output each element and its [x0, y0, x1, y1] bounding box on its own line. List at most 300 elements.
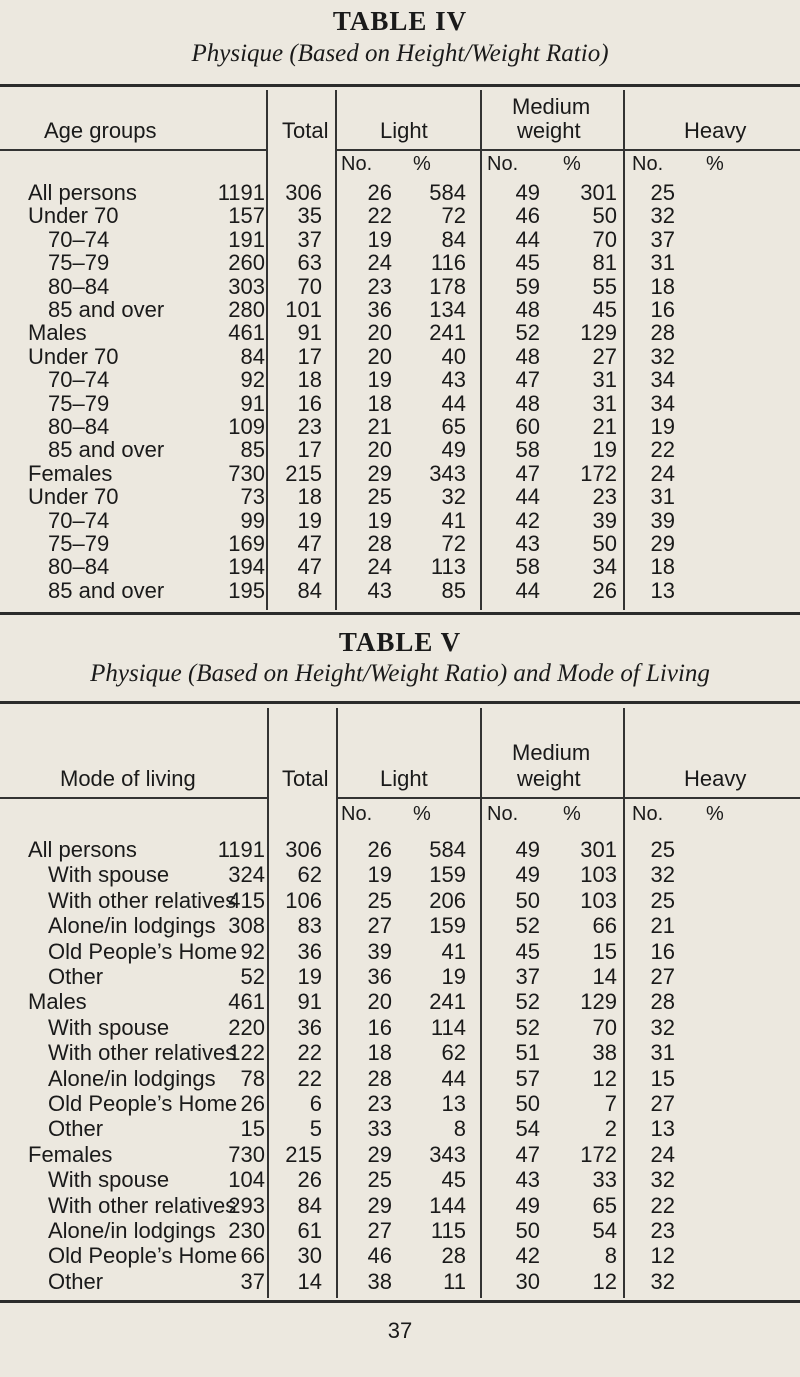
table-cell: 50 [592, 203, 617, 229]
table4-sub-pct: % [563, 153, 581, 175]
table-cell: 38 [592, 1040, 617, 1066]
table5-header-medium: Medium [512, 740, 591, 765]
row-label: All persons [28, 180, 137, 205]
table-cell: 303 [228, 273, 265, 299]
table-cell: 42 [515, 507, 540, 533]
table-cell: 129 [580, 320, 617, 346]
table-cell: 220 [228, 1014, 265, 1040]
row-label: 80–84 [48, 554, 110, 580]
table5-sub-no: No. [487, 803, 519, 825]
table-cell: 31 [650, 1040, 675, 1066]
row-label: 70–74 [48, 226, 110, 252]
row-label: With other relatives [48, 887, 237, 913]
table-cell: 159 [429, 913, 466, 939]
table-cell: 28 [441, 1243, 466, 1269]
table5-top-rule [0, 701, 800, 704]
table-cell: 29 [367, 1192, 392, 1218]
table-row [0, 578, 800, 606]
table-cell: 15 [240, 1116, 265, 1142]
table-cell: 25 [650, 180, 675, 205]
table-cell: 17 [297, 437, 322, 463]
table5-header-group: Mode of living [60, 766, 196, 791]
row-label: All persons [28, 837, 137, 862]
table-row [0, 1040, 800, 1068]
table-cell: 91 [240, 390, 265, 416]
row-label: Other [48, 964, 104, 989]
table-cell: 104 [228, 1167, 265, 1193]
table-row [0, 964, 800, 992]
table-cell: 19 [441, 964, 466, 989]
table-cell: 23 [592, 484, 617, 510]
row-label: Old People’s Home [48, 1243, 238, 1269]
table-cell: 241 [429, 989, 466, 1015]
table-cell: 52 [515, 989, 540, 1015]
table-cell: 16 [367, 1014, 392, 1040]
table-cell: 41 [441, 507, 466, 533]
table-cell: 27 [650, 1091, 675, 1116]
row-label: With spouse [48, 862, 170, 888]
table-cell: 18 [367, 1040, 392, 1066]
table4-header-total: Total [282, 118, 329, 143]
table4-number: TABLE IV [332, 6, 468, 36]
row-label: Old People’s Home [48, 1091, 238, 1116]
row-label: With other relatives [48, 1040, 237, 1066]
table-cell: 91 [297, 320, 322, 346]
table-cell: 34 [592, 554, 617, 580]
row-label: 80–84 [48, 273, 110, 299]
table-cell: 43 [515, 531, 540, 556]
table-cell: 13 [650, 577, 675, 603]
row-label: With spouse [48, 1014, 170, 1040]
table4-header-heavy: Heavy [684, 118, 747, 143]
row-label: 75–79 [48, 531, 110, 556]
table-cell: 191 [228, 226, 265, 252]
table-cell: 16 [297, 390, 322, 416]
table-cell: 27 [367, 913, 392, 939]
table-row [0, 1243, 800, 1271]
table5-caption: Physique (Based on Height/Weight Ratio) and Mode of Living [90, 660, 710, 687]
row-label: Males [28, 320, 87, 346]
table-row [0, 1091, 800, 1119]
table-row [0, 837, 800, 865]
row-label: Alone/in lodgings [48, 1065, 216, 1091]
table-cell: 22 [650, 437, 675, 463]
row-label: Females [28, 1141, 113, 1167]
table-cell: 22 [297, 1040, 322, 1066]
table-cell: 91 [297, 989, 322, 1015]
table-cell: 20 [367, 989, 392, 1015]
table-cell: 178 [429, 273, 466, 299]
table-cell: 52 [515, 913, 540, 939]
table-cell: 22 [650, 1192, 675, 1218]
table-row [0, 913, 800, 941]
table-row [0, 862, 800, 890]
table-cell: 49 [441, 437, 466, 463]
table4-sub-no: No. [341, 153, 373, 175]
table-cell: 19 [297, 507, 322, 533]
table-cell: 27 [367, 1218, 392, 1243]
table-cell: 47 [515, 367, 540, 393]
table-cell: 85 [441, 577, 466, 603]
table-cell: 24 [650, 460, 675, 486]
table-cell: 59 [515, 273, 540, 299]
table-cell: 101 [285, 297, 322, 322]
table-cell: 13 [650, 1116, 675, 1142]
table-cell: 15 [592, 938, 617, 964]
table-cell: 45 [515, 938, 540, 964]
row-label: 85 and over [48, 297, 165, 322]
table-cell: 39 [592, 507, 617, 533]
table-cell: 29 [650, 531, 675, 556]
row-label: Males [28, 989, 87, 1015]
header-rule [0, 797, 267, 799]
table-cell: 38 [367, 1268, 392, 1294]
table-cell: 280 [228, 297, 265, 322]
table-row [0, 1218, 800, 1246]
table-cell: 47 [297, 554, 322, 580]
table-cell: 47 [515, 460, 540, 486]
table-cell: 39 [650, 507, 675, 533]
table-cell: 84 [240, 343, 265, 369]
table4-header-light: Light [380, 118, 428, 143]
table-cell: 54 [515, 1116, 540, 1142]
table-cell: 25 [367, 484, 392, 510]
table-cell: 19 [367, 367, 392, 393]
table-cell: 106 [285, 887, 322, 913]
table4-header-weight: weight [517, 118, 581, 143]
table-cell: 18 [650, 554, 675, 580]
table-cell: 43 [515, 1167, 540, 1193]
table-cell: 48 [515, 343, 540, 369]
table4-header-group: Age groups [44, 118, 157, 143]
table-row [0, 1167, 800, 1195]
table-cell: 584 [429, 837, 466, 862]
table-cell: 215 [285, 1141, 322, 1167]
table-cell: 32 [650, 1167, 675, 1193]
table5-header-light: Light [380, 766, 428, 791]
table-cell: 31 [650, 250, 675, 276]
table-cell: 169 [228, 531, 265, 556]
table-cell: 70 [592, 226, 617, 252]
table-cell: 1191 [217, 837, 265, 862]
page-number: 37 [387, 1318, 413, 1343]
table-cell: 34 [650, 367, 675, 393]
table-cell: 47 [515, 1141, 540, 1167]
table-row [0, 939, 800, 967]
table-cell: 60 [515, 414, 540, 439]
row-label: Alone/in lodgings [48, 913, 216, 939]
table-cell: 25 [650, 887, 675, 913]
table-row [0, 1015, 800, 1043]
table-cell: 14 [297, 1268, 322, 1294]
table-cell: 31 [650, 484, 675, 510]
table-cell: 92 [240, 367, 265, 393]
table-cell: 159 [429, 862, 466, 888]
table-cell: 2 [604, 1116, 617, 1142]
header-rule [335, 149, 800, 151]
table-cell: 18 [297, 367, 322, 393]
table5-sub-pct: % [563, 803, 581, 825]
table-cell: 730 [228, 1141, 265, 1167]
table-cell: 36 [367, 964, 392, 989]
row-label: Under 70 [28, 484, 119, 510]
table-cell: 109 [228, 414, 265, 439]
table-cell: 70 [297, 273, 322, 299]
table-cell: 49 [515, 1192, 540, 1218]
table5-header-weight: weight [517, 766, 581, 791]
table-cell: 25 [367, 1167, 392, 1193]
table-cell: 115 [430, 1218, 466, 1243]
table-cell: 13 [441, 1091, 466, 1116]
table-cell: 52 [515, 1014, 540, 1040]
table-cell: 17 [297, 343, 322, 369]
table-cell: 24 [367, 250, 392, 276]
table-cell: 32 [650, 203, 675, 229]
table-cell: 49 [515, 180, 540, 205]
table-cell: 84 [297, 577, 322, 603]
table-cell: 113 [430, 554, 466, 580]
table-cell: 47 [297, 531, 322, 556]
table-cell: 18 [297, 484, 322, 510]
table-cell: 65 [592, 1192, 617, 1218]
table-cell: 37 [240, 1268, 265, 1294]
table-cell: 78 [240, 1065, 265, 1091]
table-row [0, 888, 800, 916]
table-cell: 81 [592, 250, 617, 276]
header-rule [336, 797, 800, 799]
table-cell: 57 [515, 1065, 540, 1091]
table-cell: 26 [367, 180, 392, 205]
table-cell: 23 [367, 273, 392, 299]
table-cell: 30 [297, 1243, 322, 1269]
table-cell: 172 [580, 460, 617, 486]
table-cell: 23 [367, 1091, 392, 1116]
table-cell: 66 [240, 1243, 265, 1269]
row-label: Other [48, 1268, 104, 1294]
table-cell: 43 [441, 367, 466, 393]
table4-top-rule [0, 84, 800, 87]
table-cell: 30 [515, 1268, 540, 1294]
table-cell: 50 [592, 531, 617, 556]
table-cell: 33 [592, 1167, 617, 1193]
table-row [0, 1193, 800, 1221]
table-cell: 19 [367, 226, 392, 252]
table-cell: 66 [592, 913, 617, 939]
table4-sub-no: No. [487, 153, 519, 175]
table-cell: 41 [441, 938, 466, 964]
row-label: 80–84 [48, 414, 110, 439]
table-cell: 16 [650, 938, 675, 964]
table5-header-total: Total [282, 766, 329, 791]
table-cell: 46 [515, 203, 540, 229]
row-label: 85 and over [48, 437, 165, 463]
table-cell: 12 [650, 1243, 675, 1269]
table5-bottom-rule [0, 1300, 800, 1303]
header-rule [0, 149, 266, 151]
table-cell: 28 [367, 531, 392, 556]
table-cell: 36 [297, 1014, 322, 1040]
table-cell: 26 [592, 577, 617, 603]
table-cell: 18 [650, 273, 675, 299]
table4-caption: Physique (Based on Height/Weight Ratio) [191, 40, 609, 67]
table-cell: 36 [367, 297, 392, 322]
table-cell: 7 [604, 1091, 617, 1116]
table-cell: 50 [515, 1091, 540, 1116]
table-cell: 20 [367, 343, 392, 369]
table-cell: 12 [592, 1065, 617, 1091]
table-cell: 37 [297, 226, 322, 252]
row-label: 70–74 [48, 367, 110, 393]
table-cell: 44 [441, 390, 466, 416]
table-cell: 241 [429, 320, 466, 346]
table-cell: 31 [592, 390, 617, 416]
table-cell: 28 [367, 1065, 392, 1091]
table-cell: 122 [228, 1040, 265, 1066]
table-cell: 134 [429, 297, 466, 322]
table-cell: 260 [228, 250, 265, 276]
table-cell: 343 [429, 460, 466, 486]
table-cell: 84 [297, 1192, 322, 1218]
table-cell: 293 [228, 1192, 265, 1218]
row-label: Other [48, 1116, 104, 1142]
table-row [0, 1269, 800, 1297]
table-cell: 308 [228, 913, 265, 939]
table-cell: 27 [592, 343, 617, 369]
table-cell: 20 [367, 437, 392, 463]
table-cell: 194 [228, 554, 265, 580]
table-cell: 52 [515, 320, 540, 346]
table-cell: 63 [297, 250, 322, 276]
table-cell: 28 [650, 320, 675, 346]
table-cell: 22 [297, 1065, 322, 1091]
table-cell: 44 [515, 484, 540, 510]
table-cell: 206 [429, 887, 466, 913]
table-cell: 461 [228, 320, 265, 346]
table-cell: 24 [650, 1141, 675, 1167]
table4-sub-pct: % [706, 153, 724, 175]
table-cell: 1191 [217, 180, 265, 205]
table-cell: 33 [367, 1116, 392, 1142]
table-cell: 8 [453, 1116, 466, 1142]
table-cell: 50 [515, 887, 540, 913]
table-cell: 144 [429, 1192, 466, 1218]
table-cell: 24 [367, 554, 392, 580]
table5-sub-pct: % [413, 803, 431, 825]
table-cell: 29 [367, 460, 392, 486]
table-cell: 62 [441, 1040, 466, 1066]
table-cell: 14 [592, 964, 617, 989]
table-cell: 72 [441, 531, 466, 556]
table-cell: 19 [592, 437, 617, 463]
table-cell: 461 [228, 989, 265, 1015]
table-cell: 43 [367, 577, 392, 603]
row-label: 75–79 [48, 390, 110, 416]
table-cell: 129 [580, 989, 617, 1015]
table-cell: 32 [650, 1268, 675, 1294]
table-cell: 58 [515, 554, 540, 580]
table5-sub-pct: % [706, 803, 724, 825]
table5-number: TABLE V [338, 627, 462, 657]
table-cell: 37 [515, 964, 540, 989]
table4-sub-no: No. [632, 153, 664, 175]
table-cell: 19 [650, 414, 675, 439]
table4-bottom-rule [0, 612, 800, 615]
table-cell: 44 [515, 577, 540, 603]
table-cell: 195 [228, 577, 265, 603]
table-cell: 116 [430, 250, 466, 276]
table-cell: 25 [367, 887, 392, 913]
table-cell: 12 [592, 1268, 617, 1294]
table-cell: 45 [441, 1167, 466, 1193]
table5-sub-no: No. [632, 803, 664, 825]
table-cell: 103 [580, 862, 617, 888]
table-cell: 55 [592, 273, 617, 299]
table-cell: 306 [285, 837, 322, 862]
row-label: 70–74 [48, 507, 110, 533]
table-cell: 49 [515, 862, 540, 888]
table-cell: 37 [650, 226, 675, 252]
table-cell: 45 [592, 297, 617, 322]
row-label: Old People’s Home [48, 938, 238, 964]
table-cell: 21 [592, 414, 617, 439]
table-cell: 35 [297, 203, 322, 229]
table-cell: 157 [228, 203, 265, 229]
row-label: Females [28, 460, 113, 486]
table-cell: 32 [650, 862, 675, 888]
table4-header-medium: Medium [512, 94, 591, 119]
table-cell: 415 [228, 887, 265, 913]
table-cell: 21 [367, 414, 392, 439]
table-cell: 6 [309, 1091, 322, 1116]
table-cell: 49 [515, 837, 540, 862]
table-cell: 61 [297, 1218, 322, 1243]
table-cell: 31 [592, 367, 617, 393]
table-cell: 52 [240, 964, 265, 989]
table-cell: 45 [515, 250, 540, 276]
table-cell: 19 [367, 862, 392, 888]
row-label: With spouse [48, 1167, 170, 1193]
table-cell: 21 [650, 913, 675, 939]
table-cell: 85 [240, 437, 265, 463]
table-row [0, 1116, 800, 1144]
table-cell: 16 [650, 297, 675, 322]
table-cell: 584 [429, 180, 466, 205]
table-cell: 29 [367, 1141, 392, 1167]
table-cell: 58 [515, 437, 540, 463]
table-cell: 26 [240, 1091, 265, 1116]
table-cell: 324 [228, 862, 265, 888]
table-cell: 99 [240, 507, 265, 533]
table-cell: 72 [441, 203, 466, 229]
table-cell: 50 [515, 1218, 540, 1243]
row-label: With other relatives [48, 1192, 237, 1218]
row-label: 75–79 [48, 250, 110, 276]
table-cell: 20 [367, 320, 392, 346]
table-cell: 27 [650, 964, 675, 989]
table-cell: 62 [297, 862, 322, 888]
table-cell: 28 [650, 989, 675, 1015]
table-cell: 84 [441, 226, 466, 252]
table5-header-heavy: Heavy [684, 766, 747, 791]
table-cell: 54 [592, 1218, 617, 1243]
table-cell: 92 [240, 938, 265, 964]
table-cell: 215 [285, 460, 322, 486]
table-cell: 730 [228, 460, 265, 486]
table-cell: 22 [367, 203, 392, 229]
table-cell: 65 [441, 414, 466, 439]
row-label: Under 70 [28, 203, 119, 229]
table-cell: 18 [367, 390, 392, 416]
